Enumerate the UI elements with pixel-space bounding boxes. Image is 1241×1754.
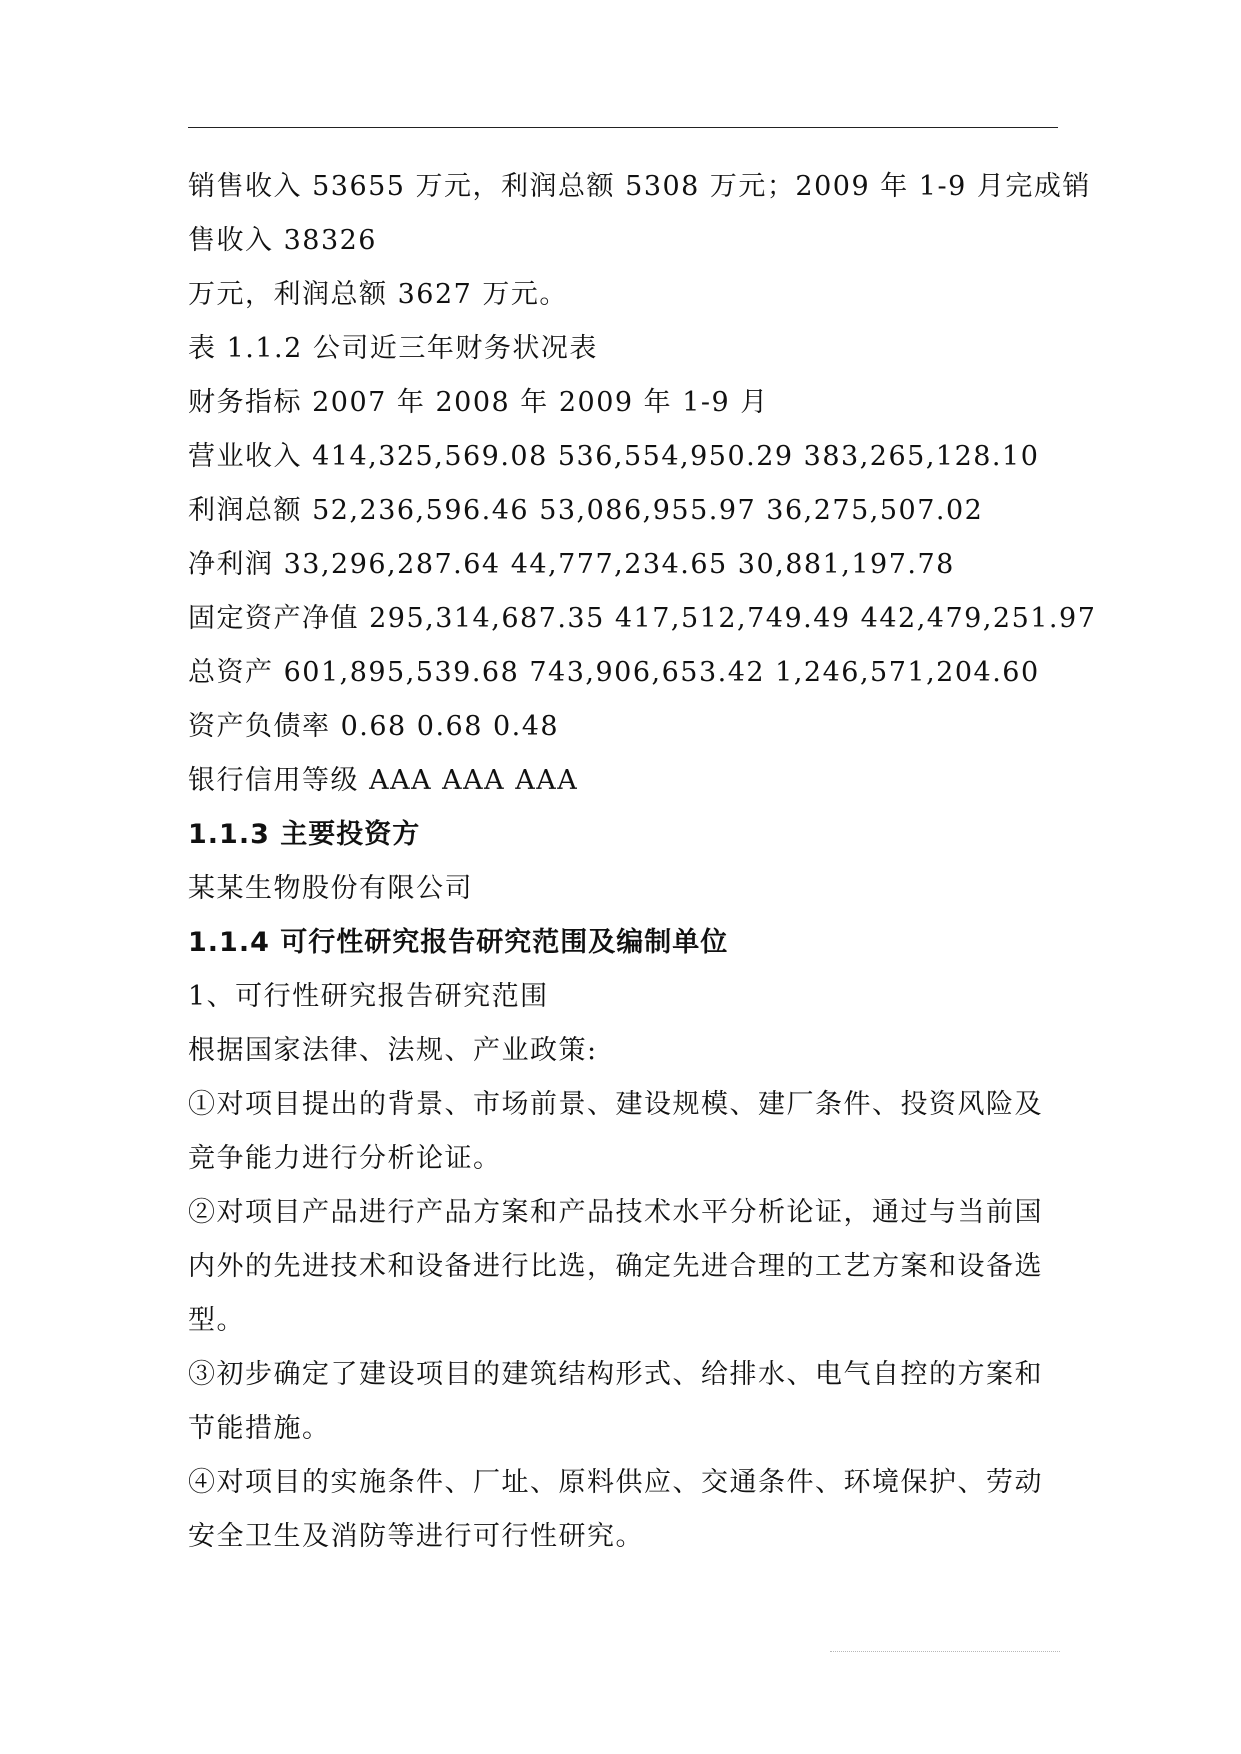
paragraph-line: 根据国家法律、法规、产业政策: bbox=[188, 1035, 598, 1066]
list-item-line: 型。 bbox=[188, 1305, 245, 1336]
table-row: 资产负债率 0.68 0.68 0.48 bbox=[188, 711, 560, 742]
list-item-line: ③初步确定了建设项目的建筑结构形式、给排水、电气自控的方案和 bbox=[188, 1359, 1043, 1390]
list-item-line: 竞争能力进行分析论证。 bbox=[188, 1143, 502, 1174]
list-item-line: ④对项目的实施条件、厂址、原料供应、交通条件、环境保护、劳动 bbox=[188, 1467, 1043, 1498]
table-row: 银行信用等级 AAA AAA AAA bbox=[188, 765, 579, 796]
list-item-line: 安全卫生及消防等进行可行性研究。 bbox=[188, 1521, 644, 1552]
paragraph-line: 某某生物股份有限公司 bbox=[188, 873, 473, 904]
header-rule bbox=[188, 127, 1058, 128]
footer-dotted-rule bbox=[830, 1651, 1060, 1652]
paragraph-line: 售收入 38326 bbox=[188, 225, 377, 256]
table-row: 固定资产净值 295,314,687.35 417,512,749.49 442,479,251.97 bbox=[188, 603, 1097, 634]
section-heading: 1.1.4 可行性研究报告研究范围及编制单位 bbox=[188, 927, 729, 958]
list-item-line: ②对项目产品进行产品方案和产品技术水平分析论证，通过与当前国 bbox=[188, 1197, 1043, 1228]
table-row: 营业收入 414,325,569.08 536,554,950.29 383,265,128.10 bbox=[188, 441, 1040, 472]
paragraph-line: 销售收入 53655 万元，利润总额 5308 万元；2009 年 1-9 月完成销 bbox=[188, 171, 1091, 202]
list-item-line: 内外的先进技术和设备进行比选，确定先进合理的工艺方案和设备选 bbox=[188, 1251, 1043, 1282]
paragraph-line: 万元，利润总额 3627 万元。 bbox=[188, 279, 568, 310]
list-item-line: 节能措施。 bbox=[188, 1413, 331, 1444]
section-heading: 1.1.3 主要投资方 bbox=[188, 819, 421, 850]
table-caption: 表 1.1.2 公司近三年财务状况表 bbox=[188, 333, 598, 364]
subsection-title: 1、可行性研究报告研究范围 bbox=[188, 981, 549, 1012]
table-row: 净利润 33,296,287.64 44,777,234.65 30,881,197.78 bbox=[188, 549, 955, 580]
table-header-row: 财务指标 2007 年 2008 年 2009 年 1-9 月 bbox=[188, 387, 769, 418]
document-body bbox=[188, 160, 1097, 1564]
table-row: 利润总额 52,236,596.46 53,086,955.97 36,275,507.02 bbox=[188, 495, 984, 526]
list-item-line: ①对项目提出的背景、市场前景、建设规模、建厂条件、投资风险及 bbox=[188, 1089, 1043, 1120]
table-row: 总资产 601,895,539.68 743,906,653.42 1,246,571,204.60 bbox=[188, 657, 1040, 688]
